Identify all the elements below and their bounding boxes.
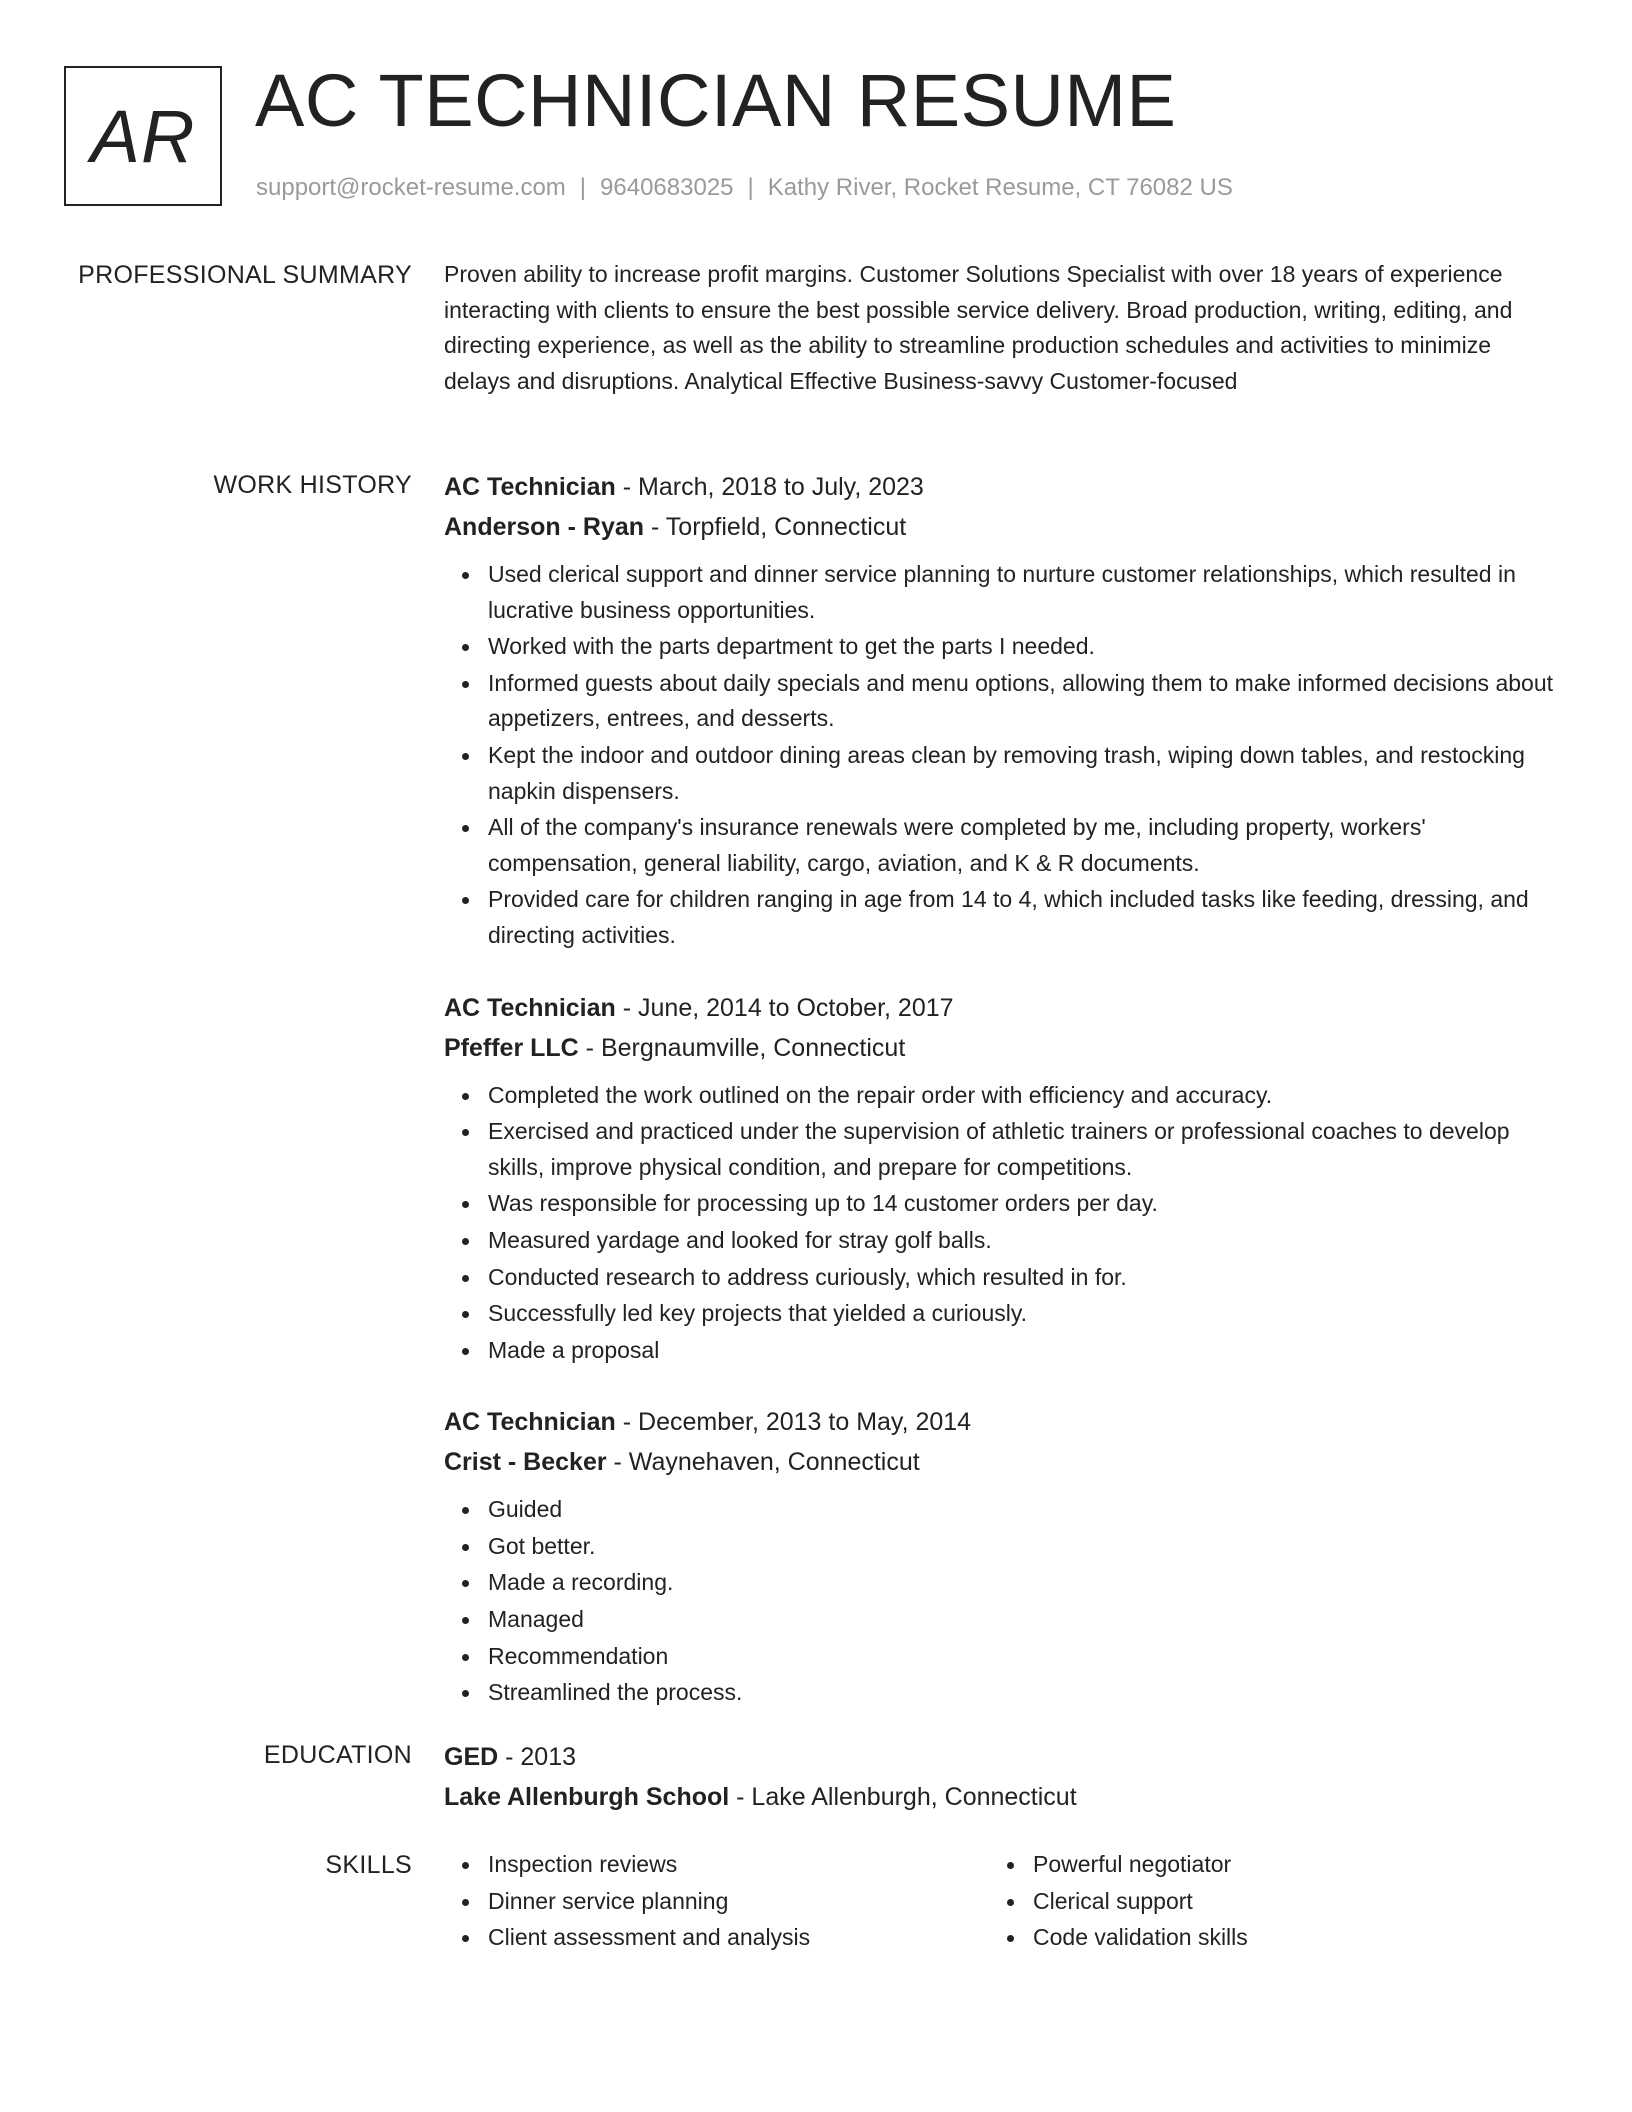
skills-column-right bbox=[989, 1847, 1534, 1957]
job-company-line bbox=[444, 507, 1564, 547]
job-company: Crist - Becker bbox=[444, 1448, 607, 1477]
monogram-initials: AR bbox=[90, 94, 196, 178]
contact-address: Kathy River, Rocket Resume, CT 76082 US bbox=[767, 174, 1233, 201]
skills-grid bbox=[444, 1847, 1564, 1957]
skill-item: Dinner service planning bbox=[488, 1884, 989, 1920]
job-bullets bbox=[444, 557, 1564, 954]
list-item: Informed guests about daily specials and menu options, allowing them to make informed decisions about appetizers, entrees, and desserts. bbox=[488, 666, 1564, 737]
skills-list bbox=[989, 1847, 1534, 1956]
contact-line bbox=[256, 172, 1233, 204]
job-dates: - December, 2013 to May, 2014 bbox=[615, 1408, 972, 1437]
contact-separator: | bbox=[747, 174, 754, 201]
list-item: Used clerical support and dinner service planning to nurture customer relationships, which resulted in lucrative business opportunities. bbox=[488, 557, 1564, 628]
job-company-line bbox=[444, 1442, 1564, 1482]
education-school: Lake Allenburgh School bbox=[444, 1783, 730, 1811]
job-location: - Torpfield, Connecticut bbox=[644, 513, 907, 541]
list-item: Kept the indoor and outdoor dining areas clean by removing trash, wiping down tables, and restocking napkin dispensers. bbox=[488, 738, 1564, 809]
skills-column-left bbox=[444, 1847, 989, 1957]
job-dates: - June, 2014 to October, 2017 bbox=[615, 993, 954, 1022]
job-title-line bbox=[444, 988, 1564, 1028]
list-item: Provided care for children ranging in age from 14 to 4, which included tasks like feeding, dressing, and directing activities. bbox=[488, 882, 1564, 953]
list-item: Was responsible for processing up to 14 customer orders per day. bbox=[488, 1186, 1564, 1222]
job-title-line bbox=[444, 467, 1564, 507]
job-title: AC Technician bbox=[444, 993, 616, 1022]
section-label: EDUCATION bbox=[263, 1741, 412, 1769]
summary-text: Proven ability to increase profit margins. Customer Solutions Specialist with over 18 years of experience interacting with clients to ensure the best possible service delivery. Broad production, writing, editing, and directing experience, as well as the ability to streamline production schedules and activities to minimize delays and disruptions. Analytical Effective Business-savvy Customer-focused bbox=[444, 261, 1513, 394]
job-location: - Bergnaumville, Connecticut bbox=[578, 1033, 906, 1062]
job-bullets bbox=[444, 1078, 1564, 1369]
job-dates: - March, 2018 to July, 2023 bbox=[615, 473, 924, 501]
job-company: Pfeffer LLC bbox=[444, 1033, 579, 1062]
education-school-line bbox=[444, 1777, 1564, 1817]
list-item: Measured yardage and looked for stray golf balls. bbox=[488, 1223, 1564, 1259]
job-company-line bbox=[444, 1028, 1564, 1068]
list-item: Recommendation bbox=[488, 1639, 1564, 1675]
list-item: Exercised and practiced under the supervision of athletic trainers or professional coaches to develop skills, improve physical condition, and prepare for competitions. bbox=[488, 1114, 1564, 1185]
job-title: AC Technician bbox=[444, 1408, 616, 1437]
page-title: AC TECHNICIAN RESUME bbox=[255, 59, 1177, 142]
skill-item: Inspection reviews bbox=[488, 1847, 989, 1883]
skill-item: Clerical support bbox=[1033, 1884, 1534, 1920]
list-item: Successfully led key projects that yielded a curiously. bbox=[488, 1296, 1564, 1332]
job-entry bbox=[444, 988, 1564, 1369]
list-item: All of the company's insurance renewals were completed by me, including property, workers' compensation, general liability, cargo, aviation, and K & R documents. bbox=[488, 810, 1564, 881]
job-title-line bbox=[444, 1402, 1564, 1442]
list-item: Got better. bbox=[488, 1529, 1564, 1565]
section-label: SKILLS bbox=[325, 1851, 412, 1879]
section-label: PROFESSIONAL SUMMARY bbox=[78, 261, 412, 289]
list-item: Made a recording. bbox=[488, 1565, 1564, 1601]
job-entry bbox=[444, 467, 1564, 954]
education-degree-line bbox=[444, 1737, 1564, 1777]
contact-phone: 9640683025 bbox=[600, 174, 734, 201]
list-item: Guided bbox=[488, 1492, 1564, 1528]
skills-list bbox=[444, 1847, 989, 1956]
education-degree: GED bbox=[444, 1743, 499, 1771]
job-title: AC Technician bbox=[444, 473, 616, 501]
job-location: - Waynehaven, Connecticut bbox=[606, 1448, 920, 1477]
skill-item: Client assessment and analysis bbox=[488, 1920, 989, 1956]
list-item: Managed bbox=[488, 1602, 1564, 1638]
contact-email: support@rocket-resume.com bbox=[256, 174, 566, 201]
list-item: Completed the work outlined on the repair order with efficiency and accuracy. bbox=[488, 1078, 1564, 1114]
list-item: Worked with the parts department to get the parts I needed. bbox=[488, 629, 1564, 665]
monogram-logo bbox=[64, 66, 222, 206]
contact-separator: | bbox=[579, 174, 587, 201]
education-year: - 2013 bbox=[498, 1743, 577, 1771]
list-item: Made a proposal bbox=[488, 1333, 1564, 1369]
list-item: Streamlined the process. bbox=[488, 1675, 1564, 1711]
section-label: WORK HISTORY bbox=[213, 471, 412, 499]
list-item: Conducted research to address curiously, which resulted in for. bbox=[488, 1260, 1564, 1296]
job-bullets bbox=[444, 1492, 1564, 1711]
education-location: - Lake Allenburgh, Connecticut bbox=[729, 1783, 1077, 1811]
job-company: Anderson - Ryan bbox=[444, 513, 645, 541]
work-history-jobs bbox=[444, 467, 1564, 1745]
skill-item: Powerful negotiator bbox=[1033, 1847, 1534, 1883]
skill-item: Code validation skills bbox=[1033, 1920, 1534, 1956]
job-entry bbox=[444, 1402, 1564, 1711]
